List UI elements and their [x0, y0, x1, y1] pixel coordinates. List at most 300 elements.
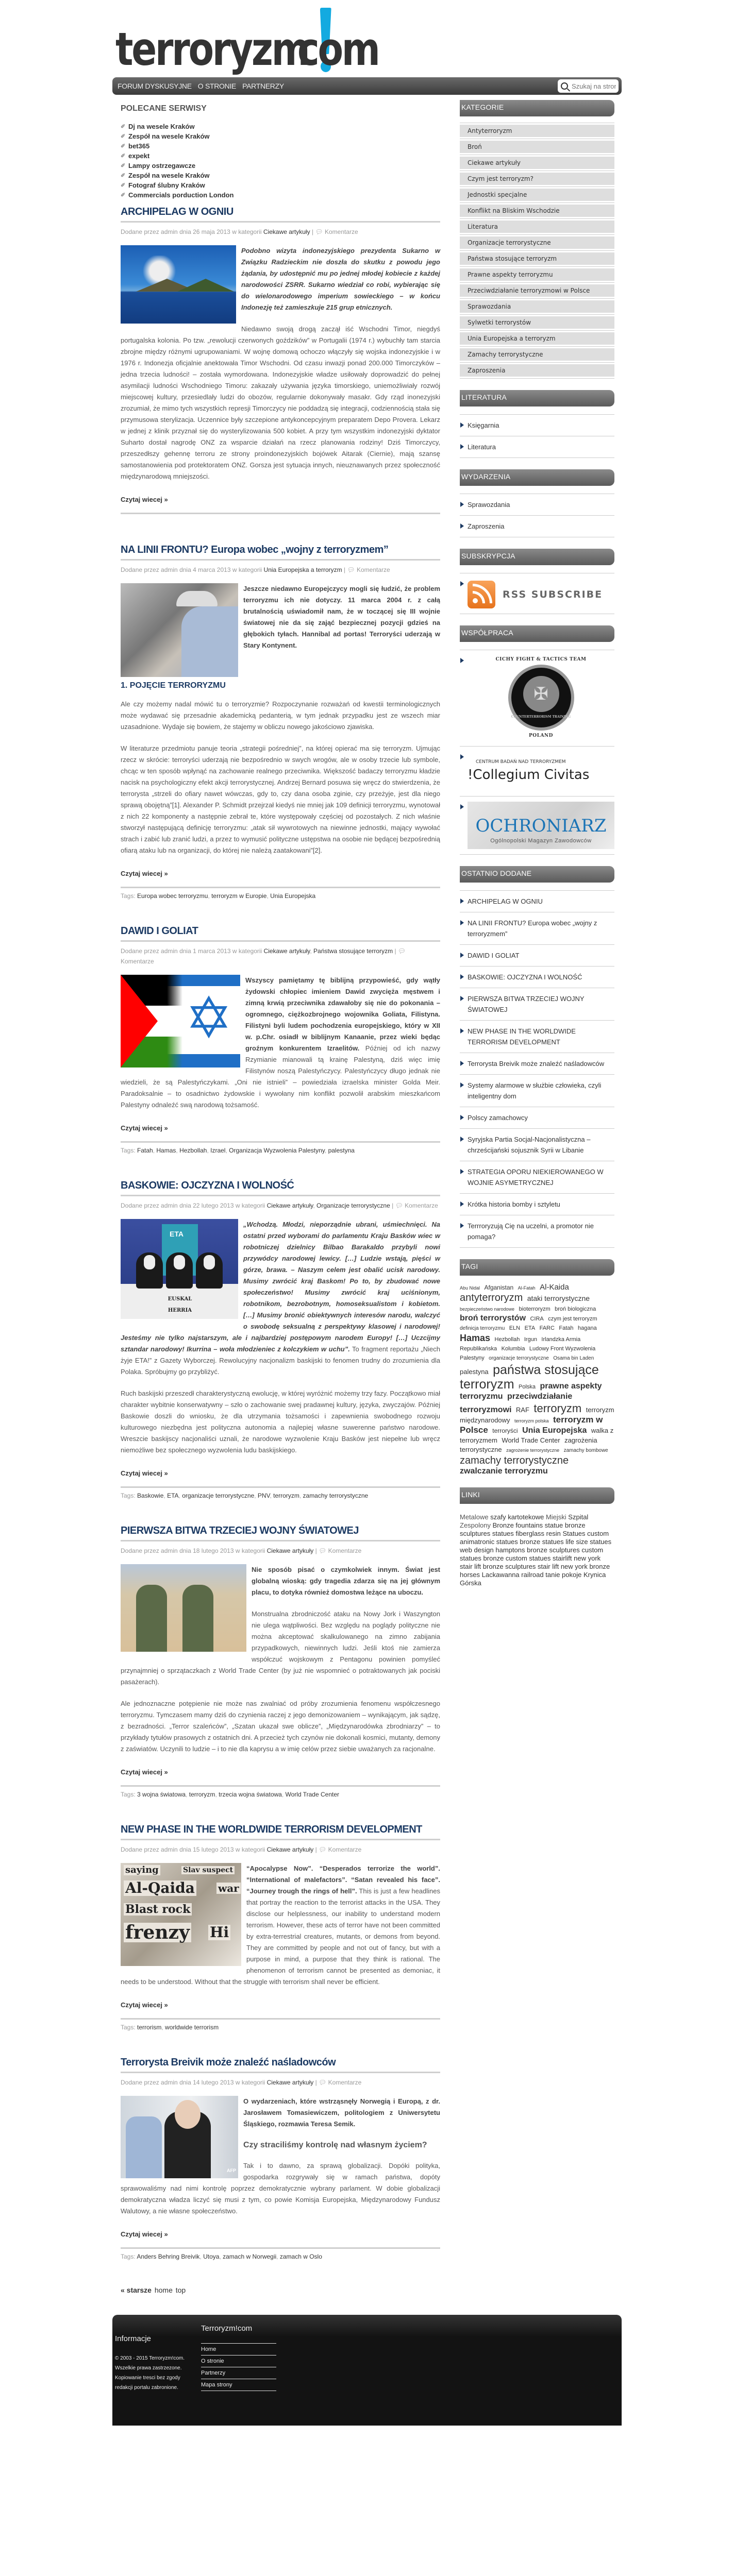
partner-collegium-civitas-logo[interactable] — [468, 752, 614, 791]
category-link[interactable]: Literatura — [460, 221, 614, 233]
tag-cloud-link[interactable]: Kolumbia — [501, 1345, 525, 1352]
external-link[interactable]: tanie pokoje Krynica Górska — [460, 1570, 606, 1587]
home-link[interactable]: home — [154, 2286, 173, 2294]
tag-cloud-link[interactable]: Osama bin Laden — [553, 1355, 594, 1362]
tag-cloud-link[interactable]: terroryzm międzynarodowy — [460, 1405, 614, 1425]
partners-list — [460, 650, 614, 855]
footer-link-item — [201, 2367, 276, 2379]
post-title[interactable]: NA LINII FRONTU? Europa wobec „wojny z terroryzmem” — [121, 544, 440, 561]
list-item — [460, 966, 614, 988]
post-paragraph: Monstrualna zbrodniczość ataku na Nowy Jork i Waszyngton nie ulega wątpliwości. Bez względu na poglądy polityczne nie można akceptować skalkulowanego na zimno zabijania przypadkowych, niewinnych ludzi. Jeśli ktoś nie zamierza współczuć wojskowym z Pentagonu powinien pomyśleć przynajmniej o sprzątaczkach z World Trade Center (by już nie wspomnieć o potraktowanych jak pociski pasażerach). — [121, 1610, 440, 1686]
recommended-site-link[interactable]: Fotograf ślubny Kraków — [128, 181, 205, 189]
tags-label: Tags: — [121, 2253, 136, 2260]
arrow-icon — [460, 953, 464, 958]
comment-icon: 💬︎ — [315, 228, 323, 235]
search-input[interactable] — [571, 82, 617, 91]
category-link[interactable]: Sylwetki terrorystów — [460, 316, 614, 329]
category-link[interactable]: Prawne aspekty terroryzmu — [460, 268, 614, 281]
tag-cloud-link[interactable]: Fatah — [559, 1325, 574, 1332]
seal-top-text: CICHY FIGHT & TACTICS TEAM — [495, 657, 587, 662]
post-category-link[interactable]: Ciekawe artykuły — [266, 1846, 314, 1853]
post-lead: Podobno wizyta indonezyjskiego prezydenta Sukarno w Związku Radzieckim nie doszła do skutku z powodu jego żądania, by udostępnić mu po jednej młodej kobiecie z każdej narodowości ZSRR. Sukarno wiedział co robi, wybierając się do wielonarodowego imperium sowieckiego – w końcu Indonezję też zamieszkuje 215 grup etnicznych. — [241, 247, 440, 311]
post-tag-link[interactable]: World Trade Center — [285, 1791, 339, 1798]
post-category-link[interactable]: Ciekawe artykuły — [266, 1202, 313, 1209]
post-body — [121, 245, 440, 493]
sidebar-link[interactable]: STRATEGIA OPORU NIEKIEROWANEGO W WOJNIE ASYMETRYCZNEJ — [468, 1168, 604, 1187]
post-meta — [121, 1844, 440, 1855]
category-link[interactable]: Jednostki specjalne — [460, 189, 614, 201]
post-tag-link[interactable]: zamach w Norwegii — [223, 2253, 277, 2260]
recommended-site-item — [121, 132, 440, 140]
tag-cloud-link[interactable]: przeciwdziałanie terroryzmowi — [460, 1392, 573, 1414]
pencil-check-icon: ✐ — [121, 133, 126, 140]
widget-title: KATEGORIE — [460, 100, 614, 116]
tag-cloud-link[interactable]: hagana — [578, 1325, 597, 1332]
tag-cloud-link[interactable]: Al-Fatah — [518, 1285, 536, 1291]
post-meta: Dodane przez admin dnia 22 lutego 2013 w kategorii Ciekawe artykuły, Organizacje terrorystyczne | 💬︎ Komentarze — [121, 1202, 438, 1209]
tag-cloud — [460, 1283, 614, 1476]
eagle-icon: ✠ — [523, 676, 559, 712]
meta-category-label: w kategorii — [235, 1202, 265, 1209]
post-meta — [121, 565, 440, 575]
pencil-check-icon: ✐ — [121, 124, 126, 130]
post-tags: Tags: Baskowie, ETA, organizacje terrorystyczne, PNV, terroryzm, zamachy terrorystyczne — [121, 1486, 440, 1499]
category-link[interactable]: Antyterroryzm — [460, 125, 614, 137]
post-image-breivik[interactable] — [121, 2096, 238, 2178]
recommended-site-item — [121, 152, 440, 160]
external-link[interactable]: Lackawanna railroad — [481, 1570, 544, 1579]
comments-link[interactable]: Komentarze — [328, 2079, 362, 2086]
post-title[interactable]: DAWID I GOLIAT — [121, 925, 440, 942]
post-tag-link[interactable]: Unia Europejska — [270, 892, 316, 900]
post — [121, 1525, 440, 1798]
tag-cloud-link[interactable]: walka z terroryzmem — [460, 1427, 614, 1444]
rss-subscribe-button[interactable] — [468, 579, 614, 608]
post-category-link[interactable]: Ciekawe artykuły — [263, 228, 310, 235]
meta-category-label: w kategorii — [232, 947, 262, 955]
external-link[interactable]: Szpital — [568, 1513, 589, 1521]
post-tag-link[interactable]: Utoya — [203, 2253, 220, 2260]
search-box — [558, 79, 619, 93]
tag-cloud-link[interactable]: bioterroryzm — [519, 1306, 550, 1313]
category-link[interactable]: Zaproszenia — [460, 364, 614, 377]
sidebar-link[interactable]: Terrroryzują Cię na uczelni, a promotor nie pomaga? — [468, 1222, 594, 1241]
tag-cloud-link[interactable]: ataki terrorystyczne — [527, 1294, 590, 1303]
category-link[interactable]: Organizacje terrorystyczne — [460, 236, 614, 249]
tag-cloud-link[interactable]: terroryści — [492, 1427, 518, 1435]
external-link[interactable]: fiberglass resin Statues — [515, 1529, 586, 1537]
category-link[interactable]: Konflikt na Bliskim Wschodzie — [460, 205, 614, 217]
older-posts-link[interactable]: « starsze — [121, 2286, 152, 2294]
category-item — [460, 298, 614, 314]
category-link[interactable]: Unia Europejska a terroryzm — [460, 332, 614, 345]
tag-cloud-link[interactable]: terroryzm polska — [514, 1418, 549, 1424]
external-link[interactable]: Bronze fountains statue — [492, 1521, 563, 1529]
post-tag-link[interactable]: ETA — [167, 1492, 179, 1499]
post-lead: “Apocalypse Now”. “Desperados terrorize the world”. “International of malefactors”. “Satan revealed his face”. “Journey trough the rings of hell”. — [246, 1865, 440, 1895]
arrow-icon — [460, 1137, 464, 1142]
list-item — [460, 944, 614, 966]
recommended-site-link[interactable]: Dj na wesele Kraków — [128, 123, 195, 130]
tag-cloud-link[interactable]: Hezbollah — [494, 1336, 520, 1343]
tag-cloud-link[interactable]: Abu Nidal — [460, 1285, 480, 1291]
comment-icon: 💬︎ — [347, 566, 355, 573]
meta-category-label: w kategorii — [232, 566, 262, 573]
recommended-site-link[interactable]: expekt — [128, 152, 150, 160]
sidebar-link[interactable]: NA LINII FRONTU? Europa wobec „wojny z terroryzmem” — [468, 919, 597, 938]
read-more-link[interactable]: Czytaj wiecej » — [121, 1469, 168, 1477]
post-tags: Tags: Europa wobec terroryzmu, terroryzm w Europie, Unia Europejska — [121, 887, 440, 900]
list-item — [460, 436, 614, 458]
post-tag-link[interactable]: Hezbollah — [179, 1147, 207, 1154]
arrow-icon — [460, 804, 464, 809]
post — [121, 1824, 440, 2031]
category-link[interactable]: Broń — [460, 141, 614, 153]
read-more-link[interactable]: Czytaj wiecej » — [121, 1768, 168, 1776]
search-icon[interactable] — [561, 82, 568, 90]
post-category-link[interactable]: Ciekawe artykuły — [263, 947, 310, 955]
tag-cloud-link[interactable]: terroryzm — [533, 1401, 582, 1415]
top-link[interactable]: top — [175, 2286, 186, 2294]
widget-title: OSTATNIO DODANE — [460, 866, 614, 883]
post-image-flags[interactable]: ✡ — [121, 975, 240, 1067]
sidebar-link[interactable]: Sprawozdania — [468, 501, 510, 509]
post-image-volcano[interactable] — [121, 245, 236, 324]
post-tag-link[interactable]: Izrael — [210, 1147, 226, 1154]
sidebar-link[interactable]: Zaproszenia — [468, 522, 505, 530]
recommended-site-link[interactable]: Commercials porduction London — [128, 191, 234, 199]
comment-icon: 💬︎ — [395, 1202, 403, 1209]
category-link[interactable]: Ciekawe artykuły — [460, 157, 614, 169]
tag-cloud-link[interactable]: RAF — [515, 1405, 529, 1414]
list-item — [460, 912, 614, 944]
ochroniarz-title: OCHRONIARZ — [475, 816, 607, 836]
post-image-police[interactable] — [121, 583, 238, 677]
category-link[interactable]: Sprawozdania — [460, 300, 614, 313]
external-link[interactable]: custom animatronic statues — [460, 1529, 609, 1546]
pagination — [121, 2286, 440, 2294]
post — [121, 1180, 440, 1499]
post-date: 14 lutego 2013 — [193, 2079, 234, 2086]
headline-fragment: saying — [124, 1865, 160, 1875]
category-link[interactable]: Przeciwdziałanie terroryzmowi w Polsce — [460, 284, 614, 297]
recent-posts-list — [460, 890, 614, 1248]
sidebar-link[interactable]: Krótka historia bomby i sztyletu — [468, 1200, 560, 1208]
post-tag-link[interactable]: worldwide terrorism — [165, 2024, 219, 2031]
pencil-check-icon: ✐ — [121, 173, 126, 179]
tag-cloud-link[interactable]: prawne aspekty terroryzmu — [460, 1382, 602, 1401]
external-link[interactable]: bronze custom statues — [483, 1554, 551, 1562]
arrow-icon — [460, 444, 464, 449]
category-item — [460, 187, 614, 202]
post-tag-link[interactable]: PNV — [257, 1492, 270, 1499]
recommended-site-link[interactable]: bet365 — [128, 142, 150, 150]
tag-cloud-link[interactable]: zagrożenie terrorystyczne — [506, 1448, 560, 1453]
meta-added-label: Dodane przez admin dnia — [121, 1846, 191, 1853]
sidebar-link[interactable]: BASKOWIE: OJCZYZNA I WOLNOŚĆ — [468, 973, 582, 981]
list-item — [460, 414, 614, 436]
post-tag-link[interactable]: terroryzm — [273, 1492, 299, 1499]
pencil-check-icon: ✐ — [121, 163, 126, 169]
external-link[interactable]: stair lift new york — [538, 1562, 588, 1570]
tags-label: Tags: — [121, 1492, 136, 1499]
post-category-link[interactable]: Państwa stosujące terroryzm — [313, 947, 393, 955]
tag-cloud-link[interactable]: zamachy terrorystyczne — [460, 1454, 569, 1466]
list-item — [460, 1020, 614, 1053]
post-title[interactable]: Terrorysta Breivik może znaleźć naśladowców — [121, 2057, 440, 2073]
external-link[interactable]: bronze horses — [460, 1562, 610, 1579]
post-body — [121, 1564, 440, 1765]
partner-ochroniarz-logo[interactable] — [468, 802, 614, 849]
list-item — [460, 1161, 614, 1193]
tag-cloud-link[interactable]: państwa stosujące terroryzm — [460, 1362, 599, 1392]
tag-cloud-link[interactable]: broń terrorystów — [460, 1313, 526, 1323]
post-image-newspapers[interactable] — [121, 1863, 241, 1966]
post-tag-link[interactable]: Fatah — [137, 1147, 153, 1154]
arrow-icon — [460, 581, 464, 586]
list-item — [460, 515, 614, 537]
tag-cloud-link[interactable]: ETA — [524, 1325, 536, 1332]
post-date: 18 lutego 2013 — [193, 1547, 234, 1554]
footer-link-o-stronie[interactable]: O stronie — [201, 2358, 224, 2364]
sidebar-link[interactable]: PIERWSZA BITWA TRZECIEJ WOJNY ŚWIATOWEJ — [468, 995, 585, 1013]
tag-cloud-link[interactable]: Afganistan — [484, 1284, 514, 1291]
nav-o-stronie[interactable]: O STRONIE — [197, 82, 237, 90]
read-more-link[interactable]: Czytaj wiecej » — [121, 2230, 168, 2238]
external-link[interactable]: web design hamptons — [460, 1546, 525, 1554]
footer-link-mapa-strony[interactable]: Mapa strony — [201, 2382, 232, 2388]
tag-cloud-link[interactable]: World Trade Center — [502, 1436, 560, 1444]
post-tag-link[interactable]: terroryzm w Europie — [211, 892, 267, 900]
post-meta — [121, 1546, 440, 1556]
post-tag-link[interactable]: Organizacja Wyzwolenia Palestyny — [229, 1147, 325, 1154]
post-tag-link[interactable]: zamachy terrorystyczne — [303, 1492, 369, 1499]
category-link[interactable]: Czym jest terroryzm? — [460, 173, 614, 185]
category-item — [460, 250, 614, 266]
sidebar-link[interactable]: Syryjska Partia Socjal-Nacjonalistyczna – chrześcijański sojusznik Syrii w Libanie — [468, 1136, 591, 1154]
footer-link-home[interactable]: Home — [201, 2346, 216, 2352]
recommended-site-item — [121, 181, 440, 189]
external-link[interactable]: bronze statues — [520, 1537, 564, 1546]
tag-cloud-link[interactable]: Polska — [519, 1384, 536, 1391]
recommended-site-link[interactable]: Zespół na wesele Kraków — [128, 132, 210, 140]
meta-separator: | — [343, 566, 346, 573]
nav-partnerzy[interactable]: PARTNERZY — [242, 82, 284, 90]
sidebar-link[interactable]: DAWID I GOLIAT — [468, 952, 520, 959]
widget-subskrypcja — [460, 549, 614, 614]
read-more-link[interactable]: Czytaj wiecej » — [121, 1124, 168, 1132]
tag-cloud-link[interactable]: czym jest terroryzm — [548, 1315, 597, 1322]
comments-link[interactable]: Komentarze — [121, 958, 154, 965]
post — [121, 206, 440, 518]
footer-info — [115, 2334, 192, 2393]
external-link[interactable]: stair lift — [460, 1562, 481, 1570]
post-tag-link[interactable]: organizacje terrorystyczne — [182, 1492, 255, 1499]
post-meta — [121, 2077, 440, 2088]
tag-cloud-link[interactable]: Hamas — [460, 1332, 491, 1343]
tag-cloud-link[interactable]: zagrożenia terrorystyczne — [460, 1436, 597, 1454]
interview-question: Czy straciliśmy kontrolę nad własnym życiem? — [243, 2141, 427, 2149]
post-paragraph: Niedawno swoją drogą zaczął iść Wschodni Timor, niegdyś portugalska kolonia. Po tzw. „rewolucji czerwonych goździków” w Portugalii (1974 r.) wybuchły tam starcia zbrojne między różnymi ugrupowaniami. W wojnę domową ochoczo włączyły się wojska indonezyjskie i w 1976 r. Indonezja oficjalnie anektowała Timor Wschodni. Od czasu inwazji ponad 200.000 Timorczyków – jedna trzecia ludności! – została wymordowana. Indonezyjskie władze usiłowały doprowadzić do pełnej asymilacji ludności Wschodniego Timoru: zakazały używania języka timorskiego, uniemożliwiały rozwój miejscowej kultury, przesiedlały ludzi do obozów, regularnie dokonywały masakr. Gdy rząd inonezyjski zrozumiał, że mimo tych wszystkich represji Timorczycy nie poddadzą się integracji, codziennością stała się przymusowa sterylizacja. Uczennice były szczepione antykoncepcyjnym preparatem Depo Provera. Lekarz w jednej z klinik przyznał się do wysterylizowania 500 kobiet. A przy tym wszystkim indonezyjski dyktator Suharto dostał nagrodę ONZ za wsparcie działań na rzecz planowania rodziny! Dziś Timorczycy, przeszedłszy gehennę terroru ze strony proindonezyjskich bojówek Aitarak (Ciernie), mają szansę samostanowienia pod protektoratem ONZ. Gorsza jest sytuacja innych, nieuznawanych przez społeczność międzynarodową mniejszości. — [121, 325, 440, 480]
tag-cloud-link[interactable]: terroryzm w Polsce — [460, 1415, 603, 1435]
external-link[interactable]: bronze sculptures — [482, 1562, 536, 1570]
sidebar-link[interactable]: Terrorysta Breivik może znaleźć naśladowców — [468, 1060, 605, 1067]
sidebar-link[interactable]: Księgarnia — [468, 421, 499, 429]
external-link[interactable]: life size statues — [565, 1537, 612, 1546]
site-logo[interactable] — [115, 5, 396, 76]
main-navigation — [112, 77, 622, 95]
tag-cloud-link[interactable]: bezpieczeństwo narodowe — [460, 1307, 515, 1312]
tag-cloud-link[interactable]: broń biologiczna — [555, 1306, 596, 1313]
category-link[interactable]: Państwa stosujące terroryzm — [460, 252, 614, 265]
post-paragraph: Ruch baskijski przeszedł charakterystyczną ewolucję, w której wyróżnić możemy trzy fazy. Początkowo miał charakter wybitnie konserwatywny – szło o zachowanie swej pradawnej kultury, języka, zwyczajów. Później Baskowie doszli do wniosku, że dla utrzymania tożsamości i zapewnienia swobodnego rozwoju kulturowego niezbędna jest polityczna autonomia a najlepiej własne suwerenne państwo narodowe. Wreszcie baskijscy nacjonaliści uznali, że narodowe wyzwolenie Kraju Basków jest niepełne lub wręcz niemożliwe bez społecznego wyzwolenia ludu baskijskiego. — [121, 1389, 440, 1454]
external-link[interactable]: stairlift new york — [552, 1554, 601, 1562]
comments-link[interactable]: Komentarze — [405, 1202, 438, 1209]
sidebar-link[interactable]: Literatura — [468, 443, 496, 451]
recommended-sites — [121, 104, 440, 199]
meta-added-label: Dodane przez admin dnia — [121, 228, 191, 235]
footer-links — [201, 2324, 276, 2391]
post-category-link[interactable]: Unia Europejska a terroryzm — [263, 566, 342, 573]
nav-forum[interactable]: FORUM DYSKUSYJNE — [118, 82, 192, 90]
list-item — [460, 796, 614, 855]
tag-cloud-link[interactable]: organizacje terrorystyczne — [489, 1355, 549, 1362]
tag-cloud-link[interactable]: Ludowy Front Wyzwolenia Palestyny — [460, 1345, 596, 1362]
recommended-site-item — [121, 191, 440, 199]
link-text: Metalowe — [460, 1513, 489, 1521]
post-tag-link[interactable]: Anders Behring Breivik — [137, 2253, 200, 2260]
widget-title: WYDARZENIA — [460, 469, 614, 486]
post-title[interactable]: BASKOWIE: OJCZYZNA I WOLNOŚĆ — [121, 1180, 440, 1196]
post — [121, 544, 440, 900]
tag-cloud-link[interactable]: Irlandzka Armia Republikańska — [460, 1336, 581, 1352]
post — [121, 925, 440, 1154]
tag-cloud-link[interactable]: Irgun — [524, 1336, 537, 1343]
arrow-icon — [460, 1061, 464, 1066]
list-item — [460, 494, 614, 515]
external-link[interactable]: custom statues — [460, 1546, 604, 1562]
footer — [112, 2315, 622, 2426]
read-more-link[interactable]: Czytaj wiecej » — [121, 870, 168, 877]
post-tags-divider — [121, 513, 440, 518]
external-link[interactable]: szafy kartotekowe — [490, 1513, 544, 1521]
arrow-icon — [460, 996, 464, 1001]
sidebar-link[interactable]: NEW PHASE IN THE WORLDWIDE TERRORISM DEVELOPMENT — [468, 1027, 576, 1046]
seal-bottom-text: POLAND — [529, 733, 553, 738]
comments-link[interactable]: Komentarze — [328, 1846, 362, 1853]
comments-link[interactable]: Komentarze — [357, 566, 390, 573]
tag-cloud-link[interactable]: palestyna — [460, 1367, 489, 1376]
post-tag-link[interactable]: Baskowie — [137, 1492, 164, 1499]
category-link[interactable]: Zamachy terrorystyczne — [460, 348, 614, 361]
post-tag-link[interactable]: palestyna — [328, 1147, 355, 1154]
sidebar — [460, 100, 614, 2315]
tag-cloud-link[interactable]: zamachy bombowe — [563, 1448, 608, 1454]
footer-link-item — [201, 2379, 276, 2391]
meta-separator: | — [392, 1202, 394, 1209]
post-title[interactable]: ARCHIPELAG W OGNIU — [121, 206, 440, 223]
comments-link[interactable]: Komentarze — [324, 228, 358, 235]
post-category-link[interactable]: Ciekawe artykuły — [266, 1547, 314, 1554]
meta-added-label: Dodane przez admin dnia — [121, 1202, 191, 1209]
headline-fragment: Slav suspect — [181, 1866, 235, 1874]
footer-copyright: © 2003 - 2015 Terroryzm!com. Wszelkie prawa zastrzezone. Kopiowanie tresci bez zgody redakcji portalu zabronione. — [115, 2355, 185, 2391]
tag-cloud-link[interactable]: antyterroryzm — [460, 1292, 523, 1304]
tag-cloud-link[interactable]: ELN — [509, 1325, 521, 1332]
category-item — [460, 346, 614, 362]
post-category-link[interactable]: Ciekawe artykuły — [266, 2079, 314, 2086]
arrow-icon — [460, 422, 464, 428]
external-link[interactable]: bronze sculptures statues — [460, 1521, 586, 1537]
recommended-site-item — [121, 162, 440, 170]
meta-added-label: Dodane przez admin dnia — [121, 566, 191, 573]
comments-link[interactable]: Komentarze — [328, 1547, 362, 1554]
category-list — [460, 123, 614, 379]
read-more-link[interactable]: Czytaj wiecej » — [121, 2001, 168, 2009]
recommended-site-link[interactable]: Lampy ostrzegawcze — [128, 162, 196, 170]
tag-cloud-link[interactable]: zwalczanie terroryzmu — [460, 1466, 548, 1476]
tag-cloud-link[interactable]: definicja terroryzmu — [460, 1326, 505, 1332]
post-title[interactable]: NEW PHASE IN THE WORLDWIDE TERRORISM DEVELOPMENT — [121, 1824, 440, 1840]
post-tag-link[interactable]: trzecia wojna światowa — [219, 1791, 282, 1798]
post-lead-continuation: Później od ich nazwy Rzymianie mianowali tą krainę Palestyną, dziś więc imię Filistynów noszą Palestyńczycy. Palestyńczycy długo jednak nie wiedzieli, że są Palestyńczykami. „Oni nie istnieli” – powiedziała izraelska minister Golda Meir. Paradoksalnie – to osadnictwo żydowskie i wywołany nim konflikt pozwolił arabskim mieszkańcom Palestyny odnaleźć swą narodową tożsamość. — [121, 1044, 440, 1109]
sidebar-link[interactable]: ARCHIPELAG W OGNIU — [468, 897, 543, 905]
partner-cichy-fight-logo[interactable] — [468, 655, 614, 741]
tag-cloud-link[interactable]: CIRA — [530, 1315, 544, 1322]
meta-added-label: Dodane przez admin dnia — [121, 2079, 191, 2086]
post-lead: O wydarzeniach, które wstrząsnęły Norwegią i Europą, z dr. Jarosławem Tomasiewiczem, politologiem z Uniwersytetu Śląskiego, rozmawia Teresa Semik. — [243, 2097, 440, 2128]
widget-wydarzenia — [460, 469, 614, 537]
read-more-link[interactable]: Czytaj wiecej » — [121, 496, 168, 503]
post-category-link[interactable]: Organizacje terrorystyczne — [316, 1202, 390, 1209]
post-lead: „Wchodzą. Młodzi, nieporządnie ubrani, uśmiechnięci. Na ostatni przed wyborami do parlamentu Kraju Basków wiec w robotniczej dzielnicy Bilbao Barakaldo przybyli nowi przywódcy narodowej lewicy. […] Ludzie wstają, pięści w górze, brawa. – Naszym celem jest obalić ucisk narodowy. Musimy zwrócić kraj Baskom! Po to, by zbudować nowe społeczeństwo! Musimy zwrócić kraj uciśnionym, robotnikom, bezrobotnym, homoseksualistom i kobietom. […] Musimy bronić obiektywnych interesów narodu, walczyć o swobodę seksualną z perspektywy klasowej i narodowej! Jesteśmy nie tylko najstarszym, ale i najbardziej postępowym narodem Europy! […] Uczcijmy sztandar narodowy! Ikurrina – woła młodzieniec z kolczykiem w uchu”. — [121, 1221, 440, 1353]
photo-credit: AFP — [227, 2168, 236, 2173]
rss-subscribe-label: RSS SUBSCRIBE — [503, 588, 603, 600]
category-item — [460, 266, 614, 282]
tag-cloud-link[interactable]: FARC — [539, 1325, 555, 1332]
post-title[interactable]: PIERWSZA BITWA TRZECIEJ WOJNY ŚWIATOWEJ — [121, 1525, 440, 1541]
tag-cloud-link[interactable]: Al-Kaida — [540, 1283, 569, 1292]
arrow-icon — [460, 1223, 464, 1228]
seal-logo — [508, 665, 574, 731]
pencil-check-icon: ✐ — [121, 182, 126, 189]
logo-word-left: terroryzm — [115, 23, 309, 76]
post-tag-link[interactable]: Hamas — [156, 1147, 176, 1154]
post-tag-link[interactable]: terroryzm — [189, 1791, 215, 1798]
arrow-icon — [460, 974, 464, 979]
tag-cloud-link[interactable]: Unia Europejska — [522, 1426, 587, 1435]
widget-tagi — [460, 1259, 614, 1476]
post-body — [121, 1219, 440, 1466]
sidebar-link[interactable]: Polscy zamachowcy — [468, 1114, 528, 1122]
tags-label: Tags: — [121, 1791, 136, 1798]
post-tag-link[interactable]: terrorism — [137, 2024, 162, 2031]
post-subheading: 1. POJĘCIE TERRORYZMU — [121, 681, 226, 690]
footer-link-partnerzy[interactable]: Partnerzy — [201, 2370, 226, 2376]
post-image-eta[interactable] — [121, 1219, 238, 1319]
post-tag-link[interactable]: Europa wobec terroryzmu — [137, 892, 208, 900]
headline-fragment: frenzy — [124, 1923, 191, 1942]
external-link[interactable]: bronze sculptures — [527, 1546, 580, 1554]
post-tag-link[interactable]: 3 wojna światowa — [137, 1791, 186, 1798]
sidebar-link[interactable]: Systemy alarmowe w służbie człowieka, czyli inteligentny dom — [468, 1081, 602, 1100]
post-lead: Nie sposób pisać o czymkolwiek innym. Świat jest globalną wioską: gdy tragedia zdarza się na jej głównym placu, to dotyka również domostwa leżące na uboczu. — [252, 1566, 440, 1596]
footer-link-item — [201, 2344, 276, 2355]
post-tag-link[interactable]: zamach w Oslo — [279, 2253, 322, 2260]
arrow-icon — [460, 920, 464, 925]
recommended-site-link[interactable]: Zespół na wesele Kraków — [128, 172, 210, 179]
post-image-soldiers[interactable] — [121, 1564, 246, 1652]
